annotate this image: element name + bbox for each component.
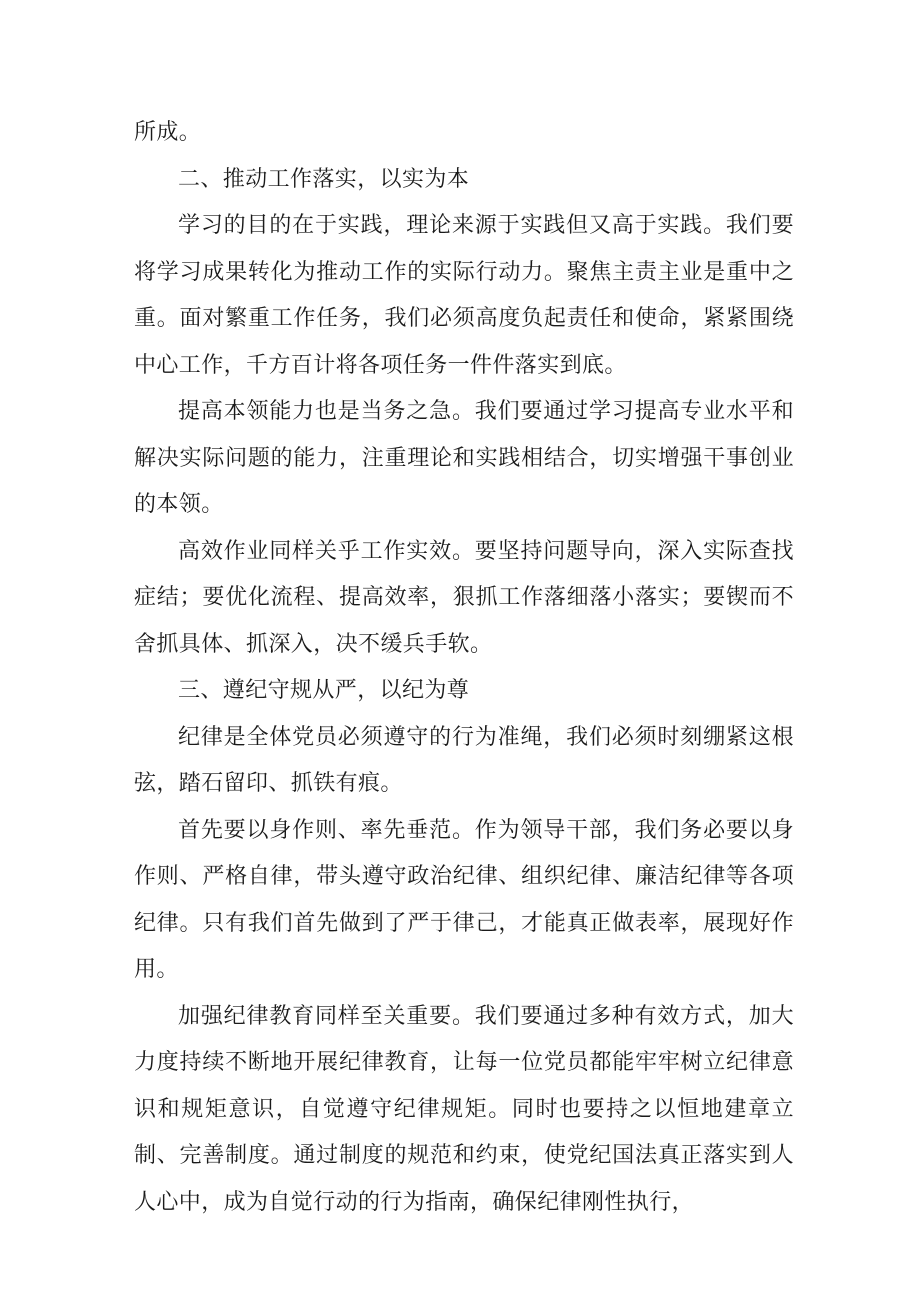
paragraph: 提高本领能力也是当务之急。我们要通过学习提高专业水平和解决实际问题的能力，注重理论和实践相结合，切实增强干事创业的本领。 (134, 399, 794, 517)
paragraph-continuation: 所成。 (134, 120, 202, 145)
section-heading-2: 二、推动工作落实，以实为本 (178, 166, 470, 192)
document-body (134, 110, 794, 1226)
paragraph: 加强纪律教育同样至关重要。我们要通过多种有效方式，加大力度持续不断地开展纪律教育，让每一位党员都能牢牢树立纪律意识和规矩意识，自觉遵守纪律规矩。同时也要持之以恒地建章立制、完善制度。通过制度的规范和约束，使党纪国法真正落实到人人心中，成为自觉行动的行为指南，确保纪律刚性执行， (134, 1003, 794, 1215)
paragraph: 高效作业同样关乎工作实效。要坚持问题导向，深入实际查找症结；要优化流程、提高效率，狠抓工作落细落小落实；要锲而不舍抓具体、抓深入，决不缓兵手软。 (134, 538, 794, 657)
paragraph: 纪律是全体党员必须遵守的行为准绳，我们必须时刻绷紧这根弦，踏石留印、抓铁有痕。 (134, 724, 794, 796)
paragraph: 首先要以身作则、率先垂范。作为领导干部，我们务必要以身作则、严格自律，带头遵守政治纪律、组织纪律、廉洁纪律等各项纪律。只有我们首先做到了严于律己，才能真正做表率，展现好作用。 (134, 817, 794, 982)
paragraph: 学习的目的在于实践，理论来源于实践但又高于实践。我们要将学习成果转化为推动工作的实际行动力。聚焦主责主业是重中之重。面对繁重工作任务，我们必须高度负起责任和使命，紧紧围绕中心工作，千方百计将各项任务一件件落实到底。 (134, 213, 794, 378)
section-heading-3: 三、遵纪守规从严，以纪为尊 (178, 678, 470, 703)
